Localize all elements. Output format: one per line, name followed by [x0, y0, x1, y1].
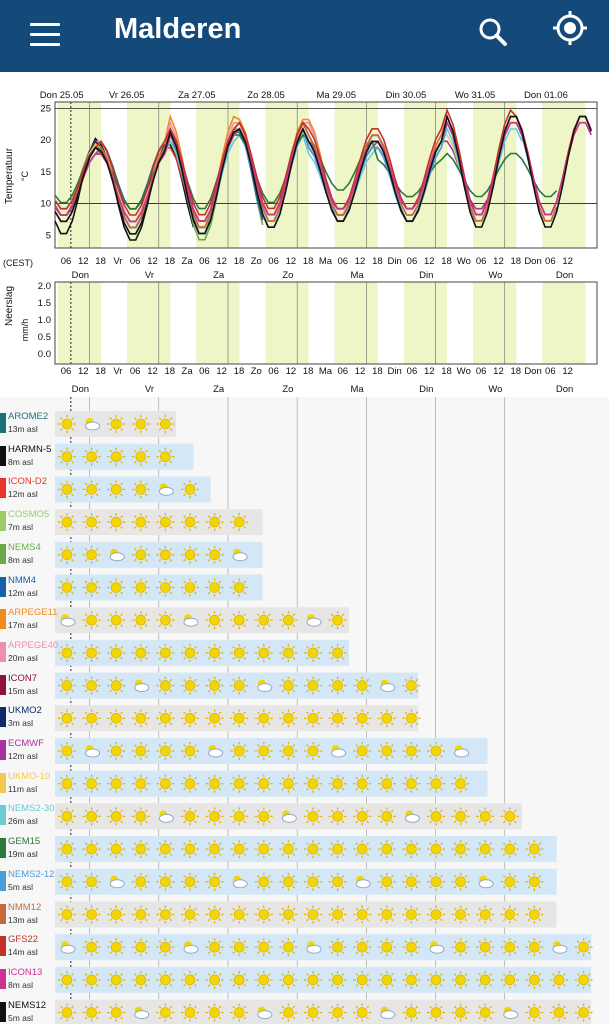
model-color-swatch	[0, 805, 6, 825]
model-label[interactable]	[0, 605, 56, 635]
x-tick-label: 06	[475, 366, 487, 377]
model-row	[55, 803, 522, 829]
x-tick-label: 18	[164, 366, 176, 377]
model-name: ICON13	[8, 966, 43, 978]
x-tick-label: Wo	[456, 256, 471, 267]
model-row	[55, 640, 349, 666]
model-color-swatch	[0, 904, 6, 924]
model-row	[55, 673, 420, 699]
precip-day-label: Don	[71, 270, 90, 281]
model-label[interactable]	[0, 801, 56, 831]
model-altitude: 3m asl	[8, 718, 34, 729]
model-label[interactable]	[0, 900, 56, 930]
model-altitude: 5m asl	[8, 881, 34, 892]
x-tick-label: 06	[337, 256, 349, 267]
model-altitude: 26m asl	[8, 816, 38, 827]
x-tick-label: Don	[524, 366, 542, 377]
model-label[interactable]	[0, 932, 56, 962]
daylight-band	[127, 282, 170, 364]
model-altitude: 15m asl	[8, 685, 38, 696]
model-color-swatch	[0, 773, 6, 793]
day-label: Vr	[144, 384, 155, 395]
model-name: NMM4	[8, 574, 36, 586]
x-tick-label: 06	[60, 366, 72, 377]
model-row	[55, 869, 557, 895]
model-label[interactable]	[0, 736, 56, 766]
model-color-swatch	[0, 609, 6, 629]
x-tick-label: 12	[147, 256, 158, 267]
model-row	[55, 444, 193, 470]
model-label[interactable]	[0, 703, 56, 733]
x-tick-label: 06	[475, 256, 487, 267]
temperature-tick: 15	[40, 166, 51, 178]
date-label: Zo 28.05	[247, 90, 285, 101]
x-tick-label: 06	[406, 366, 418, 377]
x-tick-label: 18	[233, 256, 245, 267]
model-altitude: 17m asl	[8, 620, 38, 631]
precip-day-label: Zo	[282, 270, 294, 281]
model-row	[55, 1000, 593, 1024]
temperature-unit: °C	[20, 170, 30, 182]
x-tick-label: Wo	[456, 366, 471, 377]
precip-tick: 1.0	[37, 315, 51, 326]
temperature-tick: 20	[40, 135, 51, 147]
x-tick-label: Zo	[250, 256, 262, 267]
model-altitude: 12m asl	[8, 587, 38, 598]
precip-day-label: Don	[555, 270, 574, 281]
x-tick-label: 12	[285, 256, 297, 267]
model-color-swatch	[0, 969, 6, 989]
day-label: Ma	[350, 384, 364, 395]
model-name: AROME2	[8, 411, 49, 422]
model-row	[55, 411, 176, 437]
x-tick-label: 06	[406, 256, 418, 267]
x-tick-label: 06	[199, 366, 210, 377]
x-tick-label: 18	[233, 366, 245, 377]
model-color-swatch	[0, 642, 6, 662]
temperature-axis-label: Temperatuur	[4, 147, 15, 205]
model-name: NMM12	[8, 901, 42, 913]
day-label: Din	[419, 384, 434, 395]
precip-tick: 0.0	[37, 349, 51, 360]
model-name: NEMS4	[8, 541, 41, 553]
date-label: Ma 29.05	[316, 90, 357, 101]
model-color-swatch	[0, 446, 6, 466]
model-row	[55, 705, 420, 731]
model-label[interactable]	[0, 671, 56, 701]
day-label: Zo	[282, 384, 294, 395]
day-label: Don	[555, 384, 574, 395]
x-tick-label: 06	[268, 256, 279, 267]
x-tick-label: Ma	[318, 256, 333, 267]
model-label[interactable]	[0, 867, 56, 897]
hamburger-menu-icon[interactable]	[20, 14, 68, 58]
x-tick-label: 18	[441, 366, 452, 377]
daylight-band	[335, 282, 378, 364]
x-tick-label: Ma	[318, 366, 333, 377]
model-color-swatch	[0, 675, 6, 695]
model-altitude: 12m asl	[8, 751, 38, 761]
x-tick-label: 18	[95, 256, 106, 267]
date-label: Wo 31.05	[454, 90, 496, 101]
model-altitude: 19m asl	[8, 849, 38, 860]
model-altitude: 11m asl	[8, 783, 38, 794]
precip-unit: mm/h	[20, 318, 30, 342]
x-tick-label: 18	[302, 366, 314, 377]
model-altitude: 7m asl	[8, 522, 34, 533]
model-row	[55, 934, 593, 960]
location-title: Malderen	[114, 13, 242, 45]
model-name: NEMS12	[8, 999, 47, 1011]
model-altitude: 13m asl	[8, 914, 38, 925]
date-label: Don 01.06	[524, 90, 568, 101]
x-tick-label: 18	[372, 366, 383, 377]
model-name: ICON7	[8, 672, 38, 684]
model-name: GFS22	[8, 934, 39, 946]
date-label: Din 30.05	[385, 90, 427, 101]
model-name: ARPEGE11	[8, 607, 58, 619]
model-label[interactable]	[0, 474, 56, 504]
model-name: COSMO5	[8, 509, 50, 521]
x-tick-label: 06	[129, 366, 141, 377]
model-label[interactable]	[0, 769, 56, 799]
x-tick-label: 18	[510, 256, 522, 267]
model-label[interactable]	[0, 573, 56, 603]
x-tick-label: Vr	[113, 256, 123, 267]
precip-tick: 2.0	[37, 281, 51, 292]
date-label: Za 27.05	[178, 90, 216, 101]
model-color-swatch	[0, 413, 6, 433]
model-name: UKMO-10	[8, 770, 51, 782]
model-label[interactable]	[0, 540, 56, 570]
model-name: HARMN-5	[8, 443, 52, 455]
model-row	[55, 575, 263, 601]
x-tick-label: 12	[78, 366, 89, 377]
x-tick-label: Zo	[250, 366, 262, 377]
model-label[interactable]	[0, 834, 56, 864]
precip-axis-label: Neerslag	[4, 285, 15, 327]
x-tick-label: 12	[562, 256, 573, 267]
model-color-swatch	[0, 707, 6, 727]
model-color-swatch	[0, 740, 6, 760]
day-label: Za	[213, 384, 225, 395]
model-label[interactable]	[0, 442, 56, 472]
model-label[interactable]	[0, 998, 56, 1024]
forecast-charts	[0, 72, 609, 397]
locate-target-icon[interactable]	[546, 10, 594, 58]
model-color-swatch	[0, 936, 6, 956]
x-tick-label: 12	[493, 366, 504, 377]
model-name: GEM15	[8, 836, 41, 848]
x-tick-label: 12	[216, 256, 227, 267]
x-tick-label: Din	[387, 256, 402, 267]
timezone-label: (CEST)	[3, 258, 33, 268]
model-altitude: 8m asl	[8, 979, 34, 990]
model-name: NEMS2-30	[8, 803, 55, 815]
daylight-band	[127, 102, 170, 248]
model-row	[55, 542, 263, 568]
x-tick-label: 12	[562, 366, 573, 377]
model-name: ARPEGE40	[8, 639, 59, 651]
model-color-swatch	[0, 544, 6, 564]
model-icon-list	[0, 397, 609, 1024]
date-label: Vr 26.05	[108, 90, 145, 101]
model-row	[55, 836, 557, 862]
model-label[interactable]	[0, 965, 56, 995]
model-altitude: 13m asl	[8, 424, 38, 434]
day-label: Don	[71, 384, 90, 395]
model-label[interactable]	[0, 409, 56, 439]
temperature-tick: 25	[40, 103, 51, 115]
x-tick-label: 06	[337, 366, 349, 377]
x-tick-label: 18	[95, 366, 106, 377]
x-tick-label: Vr	[113, 366, 123, 377]
x-tick-label: 12	[147, 366, 158, 377]
x-tick-label: 12	[423, 366, 435, 377]
model-color-swatch	[0, 838, 6, 858]
x-tick-label: 12	[354, 256, 366, 267]
model-row	[55, 738, 487, 764]
model-color-swatch	[0, 511, 6, 531]
x-tick-label: 18	[441, 256, 452, 267]
x-tick-label: 06	[268, 366, 279, 377]
search-icon[interactable]	[468, 10, 516, 58]
daylight-band	[473, 282, 516, 364]
model-label[interactable]	[0, 638, 59, 668]
temperature-tick: 5	[45, 230, 51, 242]
x-tick-label: 12	[354, 366, 366, 377]
daylight-band	[404, 282, 447, 364]
model-altitude: 12m asl	[8, 489, 38, 500]
x-tick-label: 06	[545, 366, 556, 377]
daylight-band	[58, 282, 101, 364]
model-row	[55, 476, 211, 502]
x-tick-label: 12	[216, 366, 227, 377]
model-name: ICON-D2	[8, 476, 48, 488]
x-tick-label: Za	[181, 256, 193, 267]
model-altitude: 8m asl	[8, 456, 34, 467]
daylight-band	[58, 102, 101, 248]
day-label: Wo	[488, 384, 503, 395]
precip-day-label: Za	[213, 270, 225, 281]
model-color-swatch	[0, 1002, 6, 1022]
model-name: ECMWF	[8, 738, 44, 749]
daylight-band	[196, 282, 239, 364]
model-name: UKMO2	[8, 705, 42, 717]
precip-day-label: Vr	[144, 270, 155, 281]
x-tick-label: Don	[524, 256, 542, 267]
x-tick-label: 18	[302, 256, 314, 267]
model-altitude: 14m asl	[8, 947, 38, 958]
precip-tick: 1.5	[37, 298, 51, 309]
forecast-chart-svg[interactable]	[0, 72, 609, 397]
x-tick-label: Za	[181, 366, 193, 377]
model-row	[55, 607, 349, 633]
model-row	[55, 509, 263, 535]
x-tick-label: 12	[285, 366, 297, 377]
date-label: Don 25.05	[39, 90, 84, 101]
daylight-band	[542, 282, 585, 364]
model-grid-svg	[0, 397, 609, 1024]
model-color-swatch	[0, 478, 6, 498]
model-altitude: 8m asl	[8, 554, 34, 565]
model-color-swatch	[0, 577, 6, 597]
top-app-bar	[0, 0, 609, 72]
model-row	[55, 967, 593, 993]
temperature-tick: 10	[40, 198, 51, 210]
model-row	[55, 771, 487, 797]
x-tick-label: 06	[60, 256, 72, 267]
daylight-band	[265, 282, 308, 364]
x-tick-label: 18	[510, 366, 522, 377]
precip-day-label: Din	[419, 270, 434, 281]
precip-day-label: Ma	[350, 270, 364, 281]
precip-day-label: Wo	[488, 270, 503, 281]
x-tick-label: 12	[78, 256, 89, 267]
x-tick-label: Din	[387, 366, 402, 377]
model-row	[55, 902, 557, 928]
model-altitude: 20m asl	[8, 652, 38, 663]
x-tick-label: 06	[129, 256, 141, 267]
model-label[interactable]	[0, 507, 56, 537]
x-tick-label: 12	[493, 256, 504, 267]
x-tick-label: 06	[199, 256, 210, 267]
precip-tick: 0.5	[37, 332, 51, 343]
model-color-swatch	[0, 871, 6, 891]
model-altitude: 5m asl	[8, 1012, 34, 1023]
x-tick-label: 12	[423, 256, 435, 267]
x-tick-label: 18	[164, 256, 176, 267]
model-name: NEMS2-12	[8, 868, 55, 880]
x-tick-label: 06	[545, 256, 556, 267]
x-tick-label: 18	[372, 256, 383, 267]
